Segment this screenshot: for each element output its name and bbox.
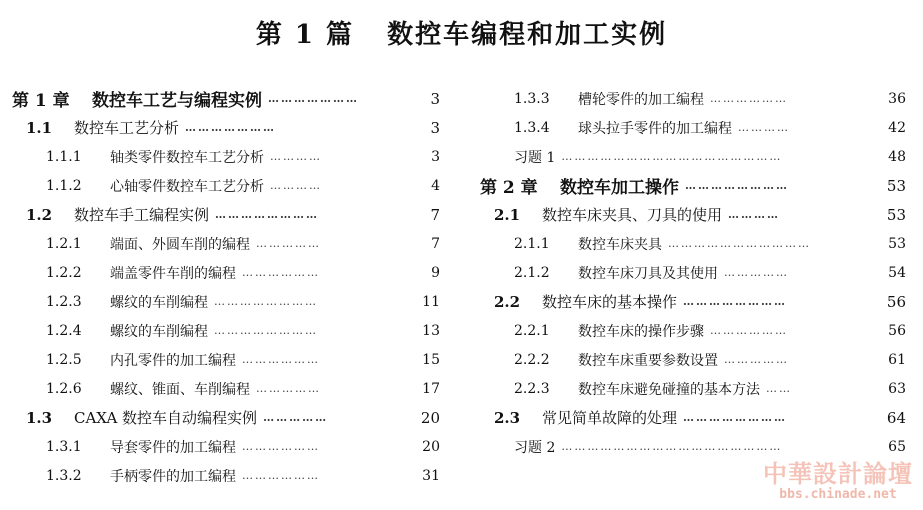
- toc-left-column: [12, 84, 440, 490]
- toc-number: 第 1 章: [12, 91, 70, 111]
- toc-leader-dots: ……………: [724, 354, 789, 365]
- toc-leader-dots: ……………………: [683, 296, 788, 307]
- watermark-logo-text: 中華設計論壇: [763, 460, 913, 488]
- toc-chapter-1: [12, 84, 440, 113]
- toc-number: 2.2: [494, 292, 521, 311]
- site-watermark: [763, 460, 913, 502]
- toc-page-number: 20: [420, 408, 440, 427]
- toc-page-number: 54: [888, 264, 906, 281]
- toc-leader-dots: ……………………: [214, 296, 318, 307]
- toc-subsection-1-1-1: [12, 142, 440, 171]
- toc-number: 2.1: [494, 205, 521, 224]
- toc-page-number: 53: [886, 205, 906, 224]
- toc-number: 1.2.5: [46, 351, 82, 368]
- toc-title: 常见简单故障的处理: [542, 409, 678, 427]
- toc-subsection-1-3-4: [480, 113, 906, 142]
- toc-page-number: 17: [422, 380, 440, 397]
- toc-leader-dots: …………………: [268, 93, 359, 104]
- toc-section-2-1: [480, 200, 906, 229]
- toc-title: 端盖零件车削的编程: [110, 265, 236, 282]
- toc-title: 端面、外圆车削的编程: [110, 236, 250, 253]
- toc-chapter-2: [480, 171, 906, 200]
- toc-page-number: 13: [422, 322, 440, 339]
- toc-page-number: 3: [431, 148, 440, 165]
- toc-title: 轴类零件数控车工艺分析: [110, 149, 264, 166]
- toc-page-number: 36: [888, 90, 906, 107]
- toc-page-number: 4: [431, 177, 440, 194]
- toc-leader-dots: …………: [270, 151, 322, 162]
- toc-number: 1.2.6: [46, 380, 82, 397]
- toc-title: 数控车工艺分析: [74, 119, 180, 137]
- toc-section-1-3: [12, 403, 440, 432]
- toc-number: 1.2.4: [46, 322, 82, 339]
- toc-page-number: 53: [888, 235, 906, 252]
- toc-number: 1.2.1: [46, 235, 82, 252]
- toc-subsection-1-3-1: [12, 432, 440, 461]
- toc-subsection-2-1-1: [480, 229, 906, 258]
- toc-leader-dots: …………: [270, 180, 322, 191]
- toc-subsection-1-2-6: [12, 374, 440, 403]
- toc-number: 2.3: [494, 408, 521, 427]
- toc-exercise-1: [480, 142, 906, 171]
- toc-number: 1.1.2: [46, 177, 82, 194]
- toc-leader-dots: ……………: [256, 238, 321, 249]
- toc-subsection-1-3-2: [12, 461, 440, 490]
- toc-number: 1.2: [26, 205, 53, 224]
- toc-subsection-2-2-1: [480, 316, 906, 345]
- toc-leader-dots: ………………: [710, 93, 788, 104]
- toc-title: 数控车床夹具、刀具的使用: [542, 206, 723, 224]
- toc-number: 1.3.1: [46, 438, 82, 455]
- toc-leader-dots: ……………: [724, 267, 789, 278]
- toc-title: CAXA 数控车自动编程实例: [74, 409, 258, 427]
- toc-number: 1.1.1: [46, 148, 82, 165]
- toc-leader-dots: ………………: [242, 267, 320, 278]
- toc-subsection-2-2-3: [480, 374, 906, 403]
- toc-leader-dots: ……………: [263, 412, 329, 423]
- toc-title: 数控车床的操作步骤: [578, 323, 704, 340]
- watermark-url: bbs.chinade.net: [779, 487, 897, 502]
- toc-subsection-2-1-2: [480, 258, 906, 287]
- toc-page-number: 20: [422, 438, 440, 455]
- toc-page-number: 48: [888, 148, 906, 165]
- toc-page-number: 3: [430, 118, 440, 137]
- toc-title: 数控车床避免碰撞的基本方法: [578, 381, 760, 398]
- toc-leader-dots: ………………: [710, 325, 788, 336]
- toc-number: 1.2.3: [46, 293, 82, 310]
- toc-page-number: 64: [886, 408, 906, 427]
- toc-title: 螺纹、锥面、车削编程: [110, 381, 250, 398]
- toc-subsection-1-2-2: [12, 258, 440, 287]
- toc-subsection-2-2-2: [480, 345, 906, 374]
- toc-subsection-1-2-1: [12, 229, 440, 258]
- toc-number: 1.3: [26, 408, 53, 427]
- toc-number: 1.3.3: [514, 90, 550, 107]
- toc-leader-dots: ………………: [242, 441, 320, 452]
- toc-section-2-2: [480, 287, 906, 316]
- toc-page-number: 3: [430, 89, 440, 108]
- toc-number: 1.1: [26, 118, 53, 137]
- toc-leader-dots: ……………………: [214, 325, 318, 336]
- toc-number: 1.2.2: [46, 264, 82, 281]
- toc-title: 数控车床刀具及其使用: [578, 265, 718, 282]
- toc-title: 数控车工艺与编程实例: [92, 91, 262, 111]
- toc-leader-dots: …………: [738, 122, 790, 133]
- toc-number: 1.3.2: [46, 467, 82, 484]
- toc-leader-dots: …………: [728, 209, 781, 220]
- toc-number: 2.1.2: [514, 264, 550, 281]
- toc-page-number: 7: [431, 235, 440, 252]
- toc-title: 球头拉手零件的加工编程: [578, 120, 732, 137]
- toc-number: 1.3.4: [514, 119, 550, 136]
- toc-exercise-2: [480, 432, 906, 461]
- toc-section-1-2: [12, 200, 440, 229]
- toc-leader-dots: ……………………………………………: [561, 151, 783, 162]
- toc-number: 2.1.1: [514, 235, 550, 252]
- toc-page-number: 9: [431, 264, 440, 281]
- toc-title: 数控车床的基本操作: [542, 293, 678, 311]
- toc-title: 螺纹的车削编程: [110, 323, 208, 340]
- toc-page-number: 63: [888, 380, 906, 397]
- toc-page-number: 11: [422, 293, 440, 310]
- toc-title: 习题 2: [514, 439, 556, 456]
- toc-page-number: 56: [886, 292, 906, 311]
- toc-page-number: 61: [888, 351, 906, 368]
- toc-page-number: 56: [888, 322, 906, 339]
- toc-title: 数控车手工编程实例: [74, 206, 210, 224]
- toc-page-number: 53: [886, 176, 906, 195]
- part-title: 第 1 篇 数控车编程和加工实例: [255, 20, 668, 50]
- toc-number: 2.2.2: [514, 351, 550, 368]
- toc-number: 2.2.1: [514, 322, 550, 339]
- toc-title: 内孔零件的加工编程: [110, 352, 236, 369]
- toc-title: 数控车床夹具: [578, 236, 662, 253]
- toc-subsection-1-3-3: [480, 84, 906, 113]
- toc-subsection-1-2-5: [12, 345, 440, 374]
- toc-leader-dots: ……………………………………………: [561, 441, 783, 452]
- toc-title: 习题 1: [514, 149, 556, 166]
- toc-leader-dots: ……………: [256, 383, 321, 394]
- toc-title: 螺纹的车削编程: [110, 294, 208, 311]
- toc-leader-dots: ……………………: [685, 180, 789, 191]
- toc-leader-dots: ……………………: [683, 412, 788, 423]
- toc-title: 手柄零件的加工编程: [110, 468, 236, 485]
- toc-leader-dots: ……………………………: [668, 238, 811, 249]
- toc-page-number: 42: [888, 119, 906, 136]
- toc-title: 导套零件的加工编程: [110, 439, 236, 456]
- toc-subsection-1-2-4: [12, 316, 440, 345]
- toc-title: 数控车床重要参数设置: [578, 352, 718, 369]
- toc-page-number: 15: [422, 351, 440, 368]
- toc-subsection-1-1-2: [12, 171, 440, 200]
- toc-section-1-1: [12, 113, 440, 142]
- toc-number: 2.2.3: [514, 380, 550, 397]
- toc-subsection-1-2-3: [12, 287, 440, 316]
- toc-section-2-3: [480, 403, 906, 432]
- toc-leader-dots: ……………………: [215, 209, 320, 220]
- toc-page-number: 31: [422, 467, 440, 484]
- toc-page-number: 65: [888, 438, 906, 455]
- toc-leader-dots: …………………: [185, 122, 277, 133]
- toc-leader-dots: ……: [766, 383, 792, 394]
- toc-title: 心轴零件数控车工艺分析: [110, 178, 264, 195]
- toc-title: 槽轮零件的加工编程: [578, 91, 704, 108]
- toc-leader-dots: ………………: [242, 470, 320, 481]
- toc-right-column: [480, 84, 906, 461]
- toc-page-number: 7: [430, 205, 440, 224]
- toc-title: 数控车加工操作: [560, 178, 679, 198]
- toc-leader-dots: ………………: [242, 354, 320, 365]
- toc-number: 第 2 章: [480, 178, 538, 198]
